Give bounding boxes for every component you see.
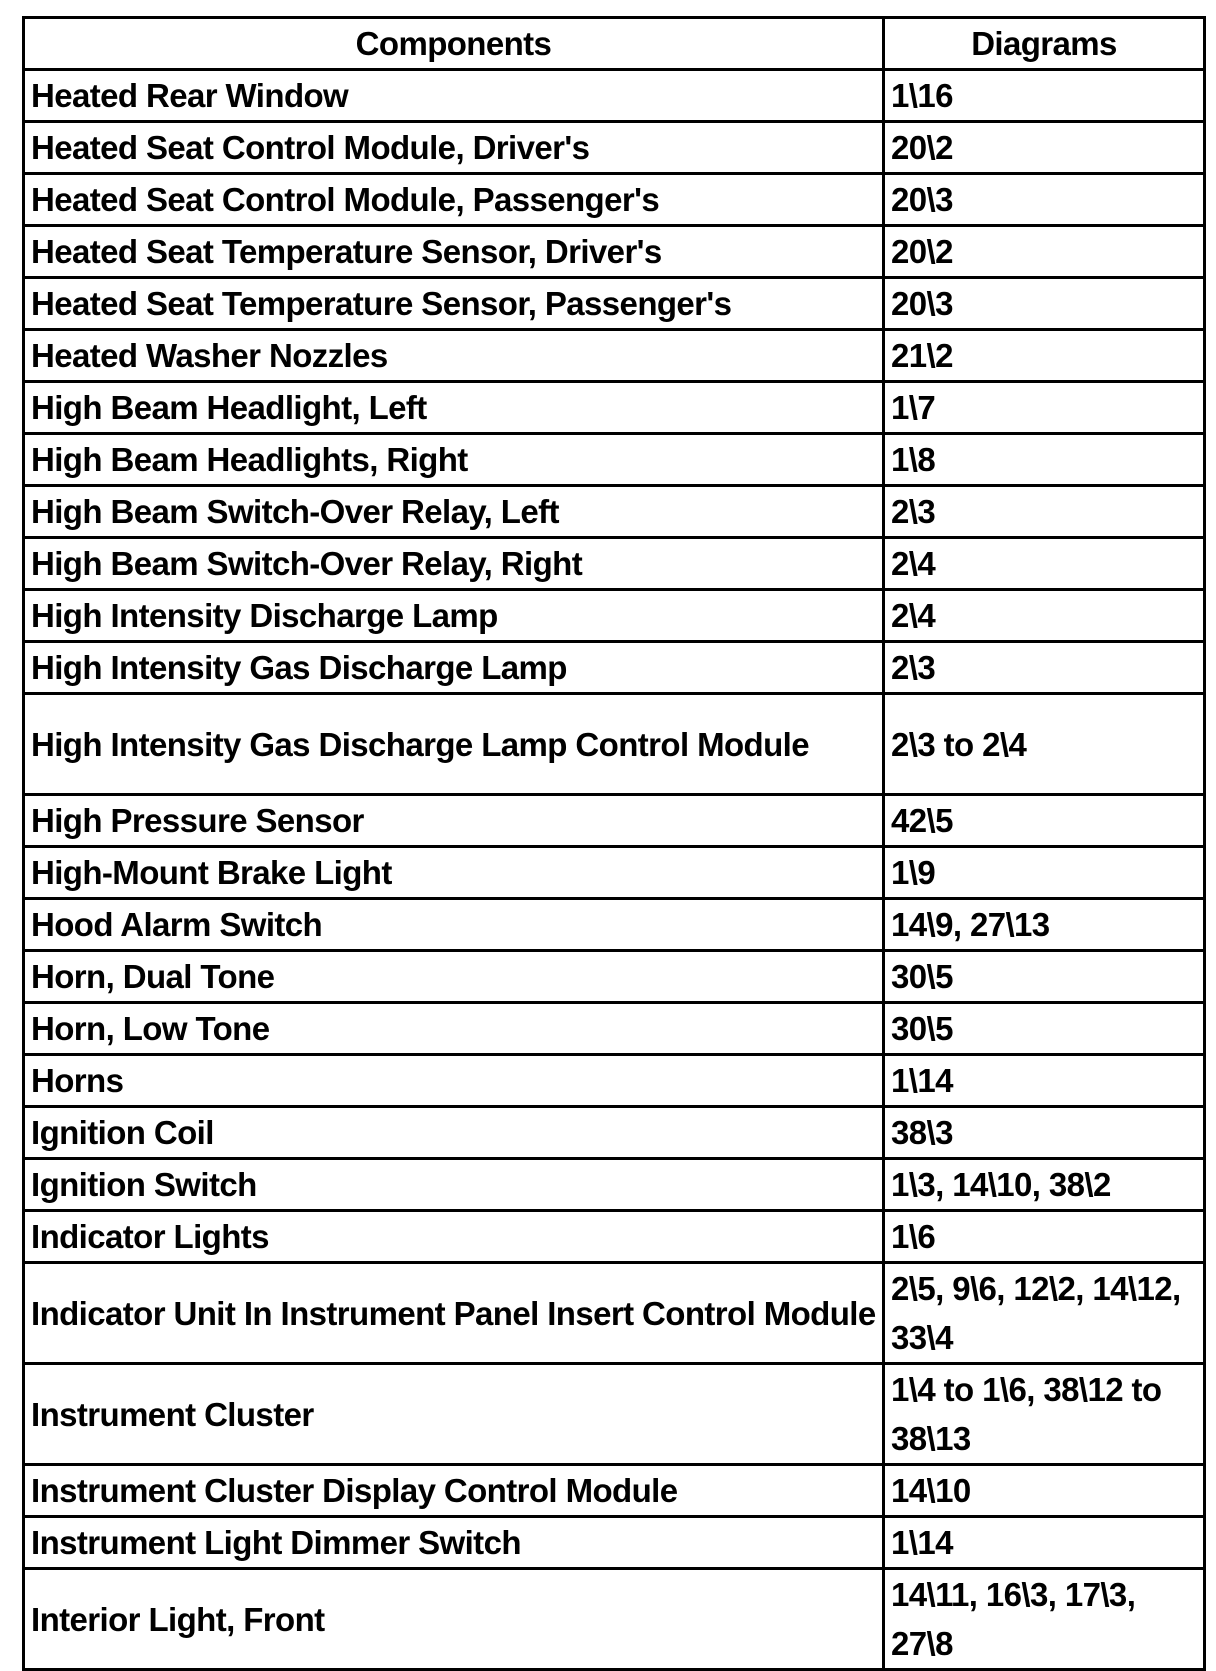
diagrams-cell: 30\5 bbox=[884, 1003, 1205, 1055]
component-cell: High-Mount Brake Light bbox=[24, 847, 884, 899]
table-row bbox=[24, 486, 1205, 538]
component-cell: Ignition Switch bbox=[24, 1159, 884, 1211]
component-cell: High Pressure Sensor bbox=[24, 795, 884, 847]
diagrams-cell: 1\3, 14\10, 38\2 bbox=[884, 1159, 1205, 1211]
component-cell: Heated Seat Control Module, Passenger's bbox=[24, 174, 884, 226]
diagrams-cell: 2\3 bbox=[884, 642, 1205, 694]
component-cell: Instrument Cluster Display Control Module bbox=[24, 1465, 884, 1517]
diagrams-cell: 21\2 bbox=[884, 330, 1205, 382]
component-cell: High Intensity Gas Discharge Lamp Control Module bbox=[24, 694, 884, 795]
diagrams-cell: 20\3 bbox=[884, 174, 1205, 226]
diagrams-cell: 14\11, 16\3, 17\3, 27\8 bbox=[884, 1569, 1205, 1670]
header-diagrams: Diagrams bbox=[884, 18, 1205, 70]
diagrams-cell: 2\5, 9\6, 12\2, 14\12, 33\4 bbox=[884, 1263, 1205, 1364]
component-cell: Interior Light, Front bbox=[24, 1569, 884, 1670]
component-cell: Instrument Cluster bbox=[24, 1364, 884, 1465]
table-row bbox=[24, 1107, 1205, 1159]
table-row bbox=[24, 382, 1205, 434]
component-cell: Heated Rear Window bbox=[24, 70, 884, 122]
diagrams-cell: 1\6 bbox=[884, 1211, 1205, 1263]
table-row bbox=[24, 1055, 1205, 1107]
table-row bbox=[24, 590, 1205, 642]
table-row bbox=[24, 70, 1205, 122]
table-row bbox=[24, 899, 1205, 951]
table-row bbox=[24, 1569, 1205, 1670]
table-row bbox=[24, 1003, 1205, 1055]
component-cell: Indicator Lights bbox=[24, 1211, 884, 1263]
table-row bbox=[24, 330, 1205, 382]
diagrams-cell: 2\4 bbox=[884, 538, 1205, 590]
component-cell: Horns bbox=[24, 1055, 884, 1107]
diagrams-cell: 1\9 bbox=[884, 847, 1205, 899]
component-cell: Hood Alarm Switch bbox=[24, 899, 884, 951]
diagrams-cell: 38\3 bbox=[884, 1107, 1205, 1159]
table-row bbox=[24, 122, 1205, 174]
diagrams-cell: 1\4 to 1\6, 38\12 to 38\13 bbox=[884, 1364, 1205, 1465]
diagrams-cell: 1\8 bbox=[884, 434, 1205, 486]
table-header-row bbox=[24, 18, 1205, 70]
component-cell: High Beam Switch-Over Relay, Left bbox=[24, 486, 884, 538]
table-row bbox=[24, 642, 1205, 694]
component-cell: High Beam Switch-Over Relay, Right bbox=[24, 538, 884, 590]
table-row bbox=[24, 174, 1205, 226]
table-row bbox=[24, 1465, 1205, 1517]
table-row bbox=[24, 434, 1205, 486]
table-row bbox=[24, 694, 1205, 795]
component-cell: Indicator Unit In Instrument Panel Insert Control Module bbox=[24, 1263, 884, 1364]
diagrams-cell: 1\14 bbox=[884, 1517, 1205, 1569]
component-cell: Horn, Low Tone bbox=[24, 1003, 884, 1055]
diagrams-cell: 20\2 bbox=[884, 122, 1205, 174]
component-cell: Heated Seat Temperature Sensor, Driver's bbox=[24, 226, 884, 278]
component-cell: High Intensity Discharge Lamp bbox=[24, 590, 884, 642]
diagrams-cell: 14\9, 27\13 bbox=[884, 899, 1205, 951]
table-row bbox=[24, 847, 1205, 899]
diagrams-cell: 14\10 bbox=[884, 1465, 1205, 1517]
table-row bbox=[24, 278, 1205, 330]
table-row bbox=[24, 1159, 1205, 1211]
component-cell: Heated Seat Temperature Sensor, Passenger's bbox=[24, 278, 884, 330]
diagrams-cell: 2\3 bbox=[884, 486, 1205, 538]
component-cell: Heated Washer Nozzles bbox=[24, 330, 884, 382]
component-cell: High Beam Headlight, Left bbox=[24, 382, 884, 434]
table-row bbox=[24, 795, 1205, 847]
table-row bbox=[24, 226, 1205, 278]
component-cell: Ignition Coil bbox=[24, 1107, 884, 1159]
table-row bbox=[24, 1517, 1205, 1569]
components-table bbox=[22, 16, 1206, 1671]
diagrams-cell: 42\5 bbox=[884, 795, 1205, 847]
diagrams-cell: 2\4 bbox=[884, 590, 1205, 642]
diagrams-cell: 1\14 bbox=[884, 1055, 1205, 1107]
component-cell: Heated Seat Control Module, Driver's bbox=[24, 122, 884, 174]
component-cell: Instrument Light Dimmer Switch bbox=[24, 1517, 884, 1569]
diagrams-cell: 20\3 bbox=[884, 278, 1205, 330]
component-cell: High Beam Headlights, Right bbox=[24, 434, 884, 486]
table-row bbox=[24, 951, 1205, 1003]
header-components: Components bbox=[24, 18, 884, 70]
diagrams-cell: 1\16 bbox=[884, 70, 1205, 122]
component-cell: High Intensity Gas Discharge Lamp bbox=[24, 642, 884, 694]
table-row bbox=[24, 538, 1205, 590]
table-row bbox=[24, 1263, 1205, 1364]
diagrams-cell: 30\5 bbox=[884, 951, 1205, 1003]
component-cell: Horn, Dual Tone bbox=[24, 951, 884, 1003]
diagrams-cell: 1\7 bbox=[884, 382, 1205, 434]
diagrams-cell: 2\3 to 2\4 bbox=[884, 694, 1205, 795]
diagrams-cell: 20\2 bbox=[884, 226, 1205, 278]
table-row bbox=[24, 1211, 1205, 1263]
table-row bbox=[24, 1364, 1205, 1465]
